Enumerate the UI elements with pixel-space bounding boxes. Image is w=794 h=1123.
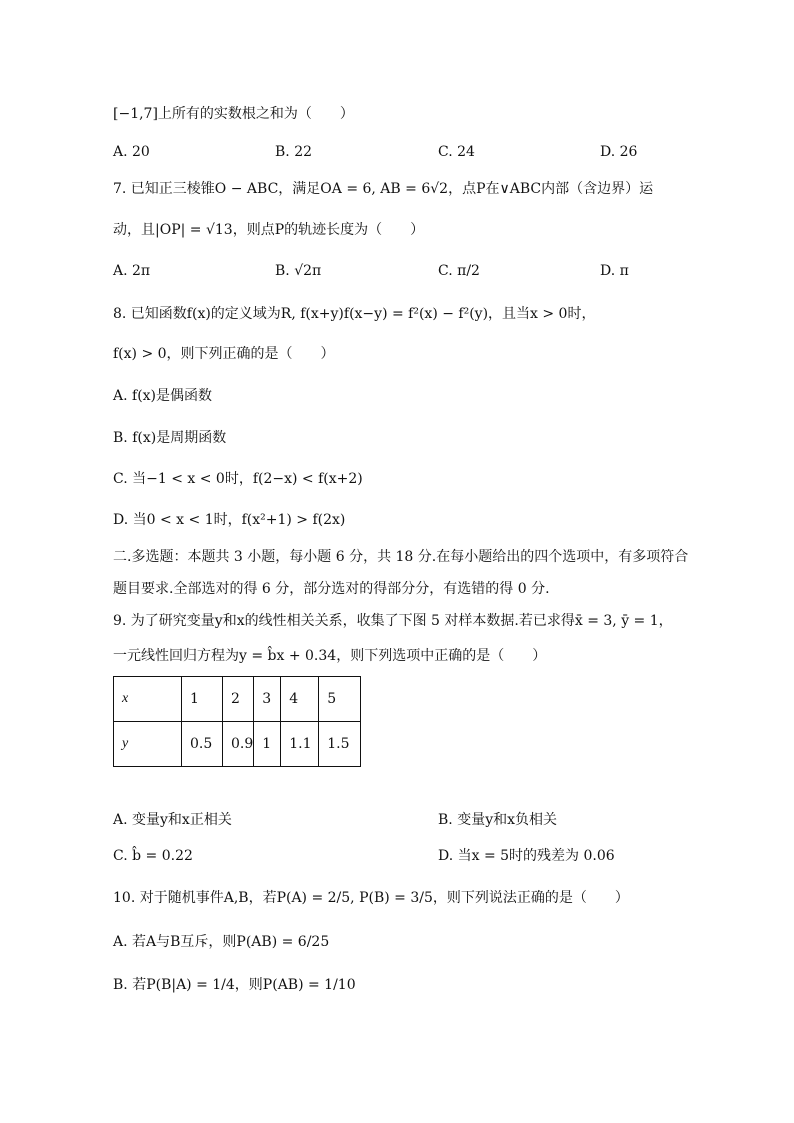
table-cell-y5: 1.5: [319, 722, 361, 767]
q6-option-d: D. 26: [600, 144, 638, 160]
q8-option-c: C. 当−1 < x < 0时，f(2−x) < f(x+2): [113, 471, 363, 487]
q6-option-b: B. 22: [275, 144, 313, 160]
q7-option-b: B. √2π: [275, 263, 322, 279]
q10-stem: 10. 对于随机事件A,B，若P(A) = 2/5, P(B) = 3/5，则下列说法正确的是（ ）: [113, 890, 629, 906]
section2-instructions-line2: 题目要求.全部选对的得 6 分，部分选对的得部分分，有选错的得 0 分.: [113, 581, 550, 597]
q8-option-d: D. 当0 < x < 1时，f(x²+1) > f(2x): [113, 512, 346, 528]
table-cell-x2: 2: [223, 677, 254, 722]
table-cell-x1: 1: [182, 677, 223, 722]
q9-option-d: D. 当x = 5时的残差为 0.06: [438, 848, 615, 864]
q6-option-a: A. 20: [113, 144, 150, 160]
table-cell-x3: 3: [254, 677, 281, 722]
q7-option-c: C. π/2: [438, 263, 480, 279]
q9-option-a: A. 变量y和x正相关: [113, 812, 232, 828]
q8-stem-line1: 8. 已知函数f(x)的定义域为R, f(x+y)f(x−y) = f²(x) − f²(y)，且当x > 0时，: [113, 306, 596, 322]
table-header-y: y: [114, 722, 182, 767]
q9-stem-line2: 一元线性回归方程为y = b̂x + 0.34，则下列选项中正确的是（ ）: [113, 648, 547, 664]
q6-stem-tail: [−1,7]上所有的实数根之和为（ ）: [113, 106, 354, 122]
table-cell-x4: 4: [281, 677, 319, 722]
table-cell-y3: 1: [254, 722, 281, 767]
table-cell-x5: 5: [319, 677, 361, 722]
table-cell-y4: 1.1: [281, 722, 319, 767]
q8-stem-line2: f(x) > 0，则下列正确的是（ ）: [113, 346, 335, 362]
q7-stem-line1: 7. 已知正三棱锥O − ABC，满足OA = 6, AB = 6√2，点P在∨ABC内部（含边界）运: [113, 181, 654, 197]
table-row-y: [114, 722, 361, 767]
table-row-x: [114, 677, 361, 722]
q9-option-c: C. b̂ = 0.22: [113, 848, 193, 864]
table-cell-y1: 0.5: [182, 722, 223, 767]
q9-data-table: [113, 676, 361, 767]
q7-stem-line2: 动，且|OP| = √13，则点P的轨迹长度为（ ）: [113, 222, 425, 238]
q9-option-b: B. 变量y和x负相关: [438, 812, 557, 828]
q7-option-a: A. 2π: [113, 263, 151, 279]
section2-instructions-line1: 二.多选题：本题共 3 小题，每小题 6 分，共 18 分.在每小题给出的四个选项中，有多项符合: [113, 549, 689, 565]
q10-option-b: B. 若P(B|A) = 1/4，则P(AB) = 1/10: [113, 977, 356, 993]
q9-stem-line1: 9. 为了研究变量y和x的线性相关关系，收集了下图 5 对样本数据.若已求得x̄ = 3, ȳ = 1，: [113, 613, 673, 629]
q8-option-a: A. f(x)是偶函数: [113, 388, 213, 404]
q8-option-b: B. f(x)是周期函数: [113, 430, 227, 446]
table-header-x: x: [114, 677, 182, 722]
q6-option-c: C. 24: [438, 144, 475, 160]
q7-option-d: D. π: [600, 263, 629, 279]
table-cell-y2: 0.9: [223, 722, 254, 767]
q10-option-a: A. 若A与B互斥，则P(AB) = 6/25: [113, 934, 330, 950]
